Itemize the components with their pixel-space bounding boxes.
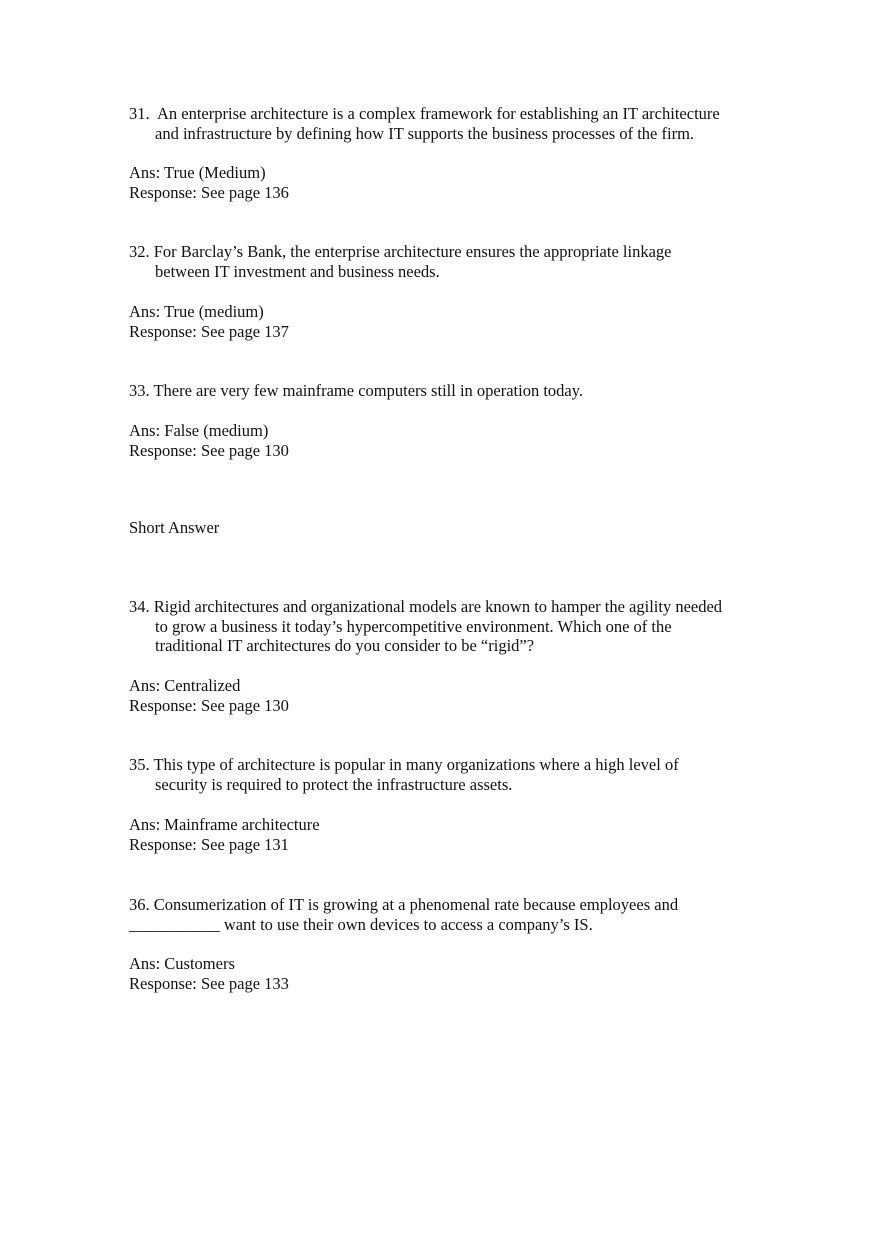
question-31-number: 31. [129, 104, 150, 123]
question-31-line-1 [129, 104, 720, 124]
question-36-response: Response: See page 133 [129, 974, 289, 993]
question-34-answer: Ans: Centralized [129, 676, 241, 695]
question-35-text-2: security is required to protect the infrastructure assets. [155, 775, 513, 794]
question-35-number: 35. [129, 755, 150, 774]
question-34-number: 34. [129, 597, 150, 616]
question-31-text-1: An enterprise architecture is a complex framework for establishing an IT architecture [156, 104, 720, 123]
question-32-text-2: between IT investment and business needs. [155, 262, 440, 281]
question-34-line-1 [129, 597, 722, 617]
question-34-text-3: traditional IT architectures do you consider to be “rigid”? [155, 636, 535, 655]
question-34-text-2: to grow a business it today’s hypercompetitive environment. Which one of the [155, 617, 672, 636]
question-34-text-1: Rigid architectures and organizational models are known to hamper the agility needed [153, 597, 723, 616]
question-34-response: Response: See page 130 [129, 696, 289, 715]
question-31-answer: Ans: True (Medium) [129, 163, 266, 182]
question-31-text-2: and infrastructure by defining how IT supports the business processes of the firm. [155, 124, 695, 143]
question-33-line-1 [129, 381, 583, 401]
question-36-text-1: Consumerization of IT is growing at a phenomenal rate because employees and [153, 895, 679, 914]
question-33-response: Response: See page 130 [129, 441, 289, 460]
question-33-text-1: There are very few mainframe computers still in operation today. [153, 381, 584, 400]
question-35-answer: Ans: Mainframe architecture [129, 815, 320, 834]
question-32-number: 32. [129, 242, 150, 261]
question-32-response: Response: See page 137 [129, 322, 289, 341]
question-33-answer: Ans: False (medium) [129, 421, 269, 440]
question-36-answer: Ans: Customers [129, 954, 235, 973]
question-32-answer: Ans: True (medium) [129, 302, 264, 321]
section-heading-short-answer: Short Answer [129, 518, 220, 537]
question-35-response: Response: See page 131 [129, 835, 289, 854]
question-32-text-1: For Barclay’s Bank, the enterprise architecture ensures the appropriate linkage [153, 242, 672, 261]
question-35-line-1 [129, 755, 679, 775]
question-31-response: Response: See page 136 [129, 183, 289, 202]
question-36-line-1 [129, 895, 678, 915]
question-36-number: 36. [129, 895, 150, 914]
question-36-text-2: ___________ want to use their own devices to access a company’s IS. [129, 915, 593, 934]
question-32-line-1 [129, 242, 671, 262]
question-35-text-1: This type of architecture is popular in many organizations where a high level of [153, 755, 679, 774]
question-33-number: 33. [129, 381, 150, 400]
